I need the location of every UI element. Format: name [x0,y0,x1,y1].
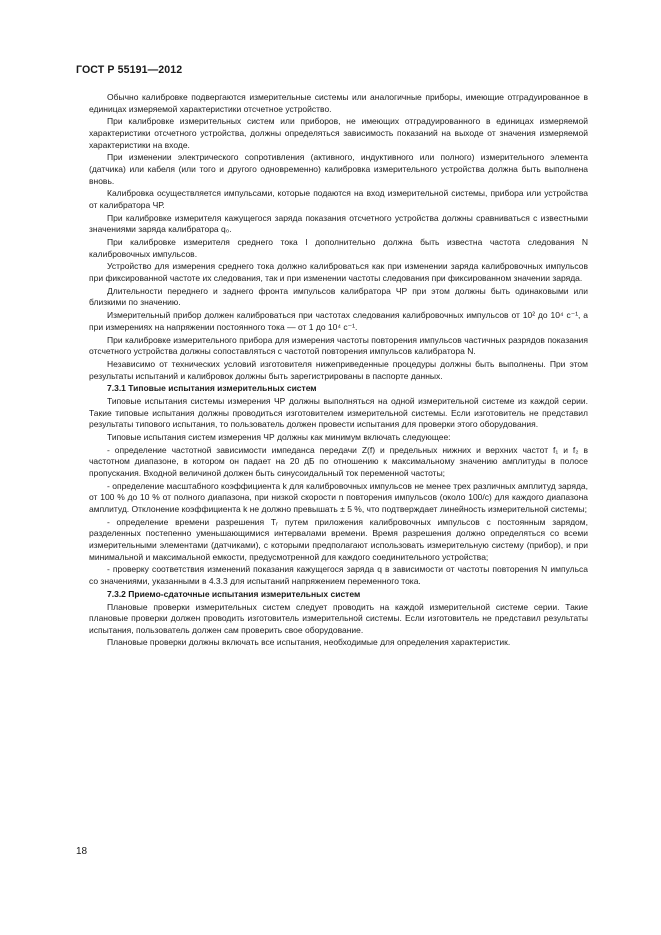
paragraph: Длительности переднего и заднего фронта импульсов калибратора ЧР при этом должны быть одинаковыми или близкими по значению. [89,285,588,308]
paragraph: При калибровке измерительных систем или приборов, не имеющих отградуированного в единицах измеряемой характеристики отсчетного устройства, должны определяться зависимость показаний на выходе от значения измеряемой характеристики на входе. [89,116,588,150]
paragraph: Калибровка осуществляется импульсами, которые подаются на вход измерительной системы, прибора или устройства от калибратора ЧР. [89,188,588,210]
paragraph: При калибровке измерительного прибора для измерения частоты повторения импульсов частичных разрядов показания отсчетного устройства должны сопоставляться с частотой повторения импульсов калибратора N. [89,334,588,357]
paragraph: При изменении электрического сопротивления (активного, индуктивного или полного) измерительного элемента (датчика) или кабеля (или того и другого одновременно) калибровка измерительного устройства должна быть выполнена вновь. [89,152,588,186]
paragraph: Независимо от технических условий изготовителя нижеприведенные процедуры должны быть выполнены. При этом результаты испытаний и калибровок должны быть зарегистрированы в паспорте данных. [89,358,588,381]
section-heading-7-3-1: 7.3.1 Типовые испытания измерительных систем [107,383,317,394]
paragraph: При калибровке измерителя среднего тока I дополнительно должна быть известна частота следования N калибровочных импульсов. [89,237,588,259]
document-header: ГОСТ Р 55191—2012 [76,64,183,76]
paragraph: Плановые проверки измерительных систем следует проводить на каждой измерительной системе серии. Такие плановые проверки должен проводить изготовитель измерительной системы. Если изготовитель не представил результаты испытания, пользователь должен сам проверить свое оборудование. [89,601,588,635]
paragraph: Обычно калибровке подвергаются измерительные системы или аналогичные приборы, имеющие отградуированное в единицах измеряемой характеристики отсчетное устройство. [89,92,588,114]
document-body [89,92,588,650]
list-item: - определение масштабного коэффициента k для калибровочных импульсов не менее трех различных амплитуд заряда, от 100 % до 10 % от полного диапазона, при низкой скорости n повторения импульсов (около 100/с) для каждого диапазона амплитуд. Отклонение коэффициента k не должно превышать ± 5 %, что подтверждает линейность измерительной системы; [89,480,588,514]
section-heading-7-3-2: 7.3.2 Приемо-сдаточные испытания измерительных систем [107,588,361,599]
paragraph: Устройство для измерения среднего тока должно калиброваться как при изменении заряда калибровочных импульсов при фиксированной частоте их следования, так и при изменении частоты следования при фиксированном значении заряда. [89,261,588,284]
paragraph: Измерительный прибор должен калиброваться при частотах следования калибровочных импульсов от 10² до 10⁴ с⁻¹, а при измерениях на напряжении постоянного тока — от 1 до 10⁴ с⁻¹. [89,310,588,332]
paragraph: Типовые испытания системы измерения ЧР должны выполняться на одной измерительной системе из каждой серии. Такие типовые испытания должны проводиться изготовителем измерительной системы. Если изготовитель не представил результаты типового испытания, то пользователь должен провести испытания для проверки этого оборудования. [89,396,588,430]
list-item: - проверку соответствия изменений показания кажущегося заряда q в зависимости от частоты повторения N импульса со значениями, указанными в 4.3.3 для испытаний напряжением переменного тока. [89,564,588,586]
list-item: - определение времени разрешения Tᵣ путем приложения калибровочных импульсов с постоянным зарядом, разделенных постепенно уменьшающимися интервалами времени. Время разрешения должно определяться со всеми измерительными элементами (датчиками), с которыми предполагают использовать измерительную систему (прибор), и при минимальной и максимальной емкости, предусмотренной для каждого соединительного устройства; [89,516,588,562]
paragraph: При калибровке измерителя кажущегося заряда показания отсчетного устройства должны сравниваться с известными значениями заряда калибратора q₀. [89,212,588,235]
paragraph: Типовые испытания систем измерения ЧР должны как минимум включать следующее: [107,432,451,443]
paragraph: Плановые проверки должны включать все испытания, необходимые для определения характеристик. [107,637,511,648]
page-number: 18 [76,846,88,857]
list-item: - определение частотной зависимости импеданса передачи Z(f) и предельных нижних и верхних частот f₁ и f₂ в частотном диапазоне, в котором он падает на 20 дБ по отношению к максимальному значению амплитуды в полосе пропускания. Входной величиной должен быть синусоидальный ток переменной частоты; [89,444,588,479]
